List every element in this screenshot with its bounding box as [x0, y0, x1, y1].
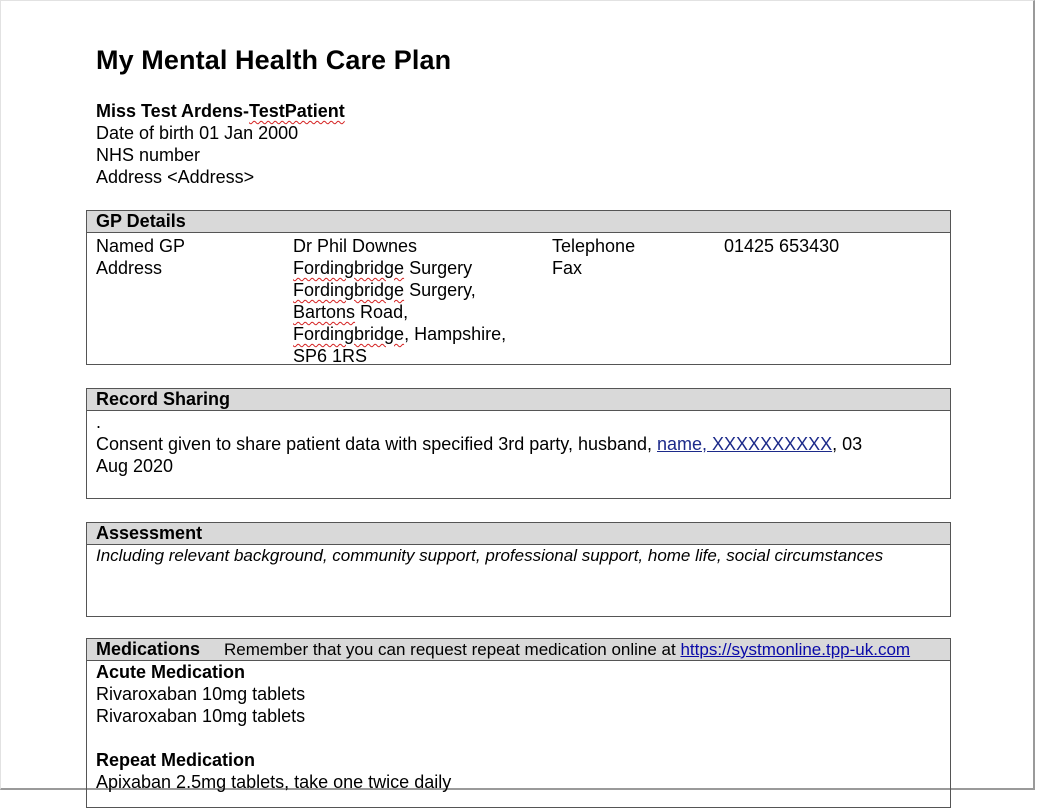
acute-medication-heading: Acute Medication [96, 662, 246, 682]
patient-dob: Date of birth 01 Jan 2000 [96, 123, 299, 143]
gp-address-value [293, 257, 506, 367]
named-gp-label: Named GP [96, 236, 186, 256]
assessment-hint: Including relevant background, community support, professional support, home life, social circumstances [96, 546, 884, 565]
spacer [96, 727, 950, 749]
gp-address-line: Fordingbridge Surgery [293, 258, 473, 278]
record-sharing-dot: . [96, 412, 102, 432]
patient-name: Miss Test Ardens-TestPatient [96, 101, 345, 121]
acute-medication-item: Rivaroxaban 10mg tablets [96, 706, 306, 726]
acute-medication-item: Rivaroxaban 10mg tablets [96, 684, 306, 704]
consent-date: Aug 2020 [96, 456, 174, 476]
assessment-body [87, 545, 950, 567]
named-gp-value: Dr Phil Downes [293, 236, 418, 256]
record-sharing-heading: Record Sharing [87, 389, 950, 411]
third-party-link[interactable]: name, XXXXXXXXXX [657, 434, 833, 454]
repeat-medication-heading: Repeat Medication [96, 750, 256, 770]
page-title: My Mental Health Care Plan [96, 45, 452, 75]
consent-statement: Consent given to share patient data with specified 3rd party, husband, name, XXXXXXXXXX, 03 [96, 434, 863, 454]
spellcheck-word: TestPatient [249, 101, 345, 121]
medications-section [86, 638, 951, 808]
telephone-label: Telephone [552, 236, 636, 256]
record-sharing-section [86, 388, 951, 499]
gp-address-line: Fordingbridge Surgery, [293, 280, 476, 300]
gp-address-line: SP6 1RS [293, 346, 368, 366]
gp-details-heading: GP Details [87, 211, 950, 233]
patient-address: Address <Address> [96, 167, 255, 187]
gp-address-label: Address [96, 258, 163, 278]
patient-details [96, 100, 345, 188]
medications-heading: Medications Remember that you can request repeat medication online at https://systmonline.tpp-uk.com [87, 639, 950, 661]
repeat-medication-item: Apixaban 2.5mg tablets, take one twice daily [96, 772, 452, 792]
assessment-section [86, 522, 951, 617]
gp-details-grid [87, 233, 950, 366]
assessment-heading: Assessment [87, 523, 950, 545]
medications-body [87, 661, 950, 793]
patient-nhs-number: NHS number [96, 145, 201, 165]
record-sharing-body [87, 411, 950, 477]
fax-label: Fax [552, 258, 583, 278]
systmonline-link[interactable]: https://systmonline.tpp-uk.com [680, 640, 911, 659]
gp-address-line: Bartons Road, [293, 302, 409, 322]
medications-note: Remember that you can request repeat medication online at https://systmonline.tpp-uk.com [224, 640, 911, 659]
gp-address-line: Fordingbridge, Hampshire, [293, 324, 507, 344]
gp-details-section [86, 210, 951, 365]
telephone-value: 01425 653430 [724, 236, 840, 256]
